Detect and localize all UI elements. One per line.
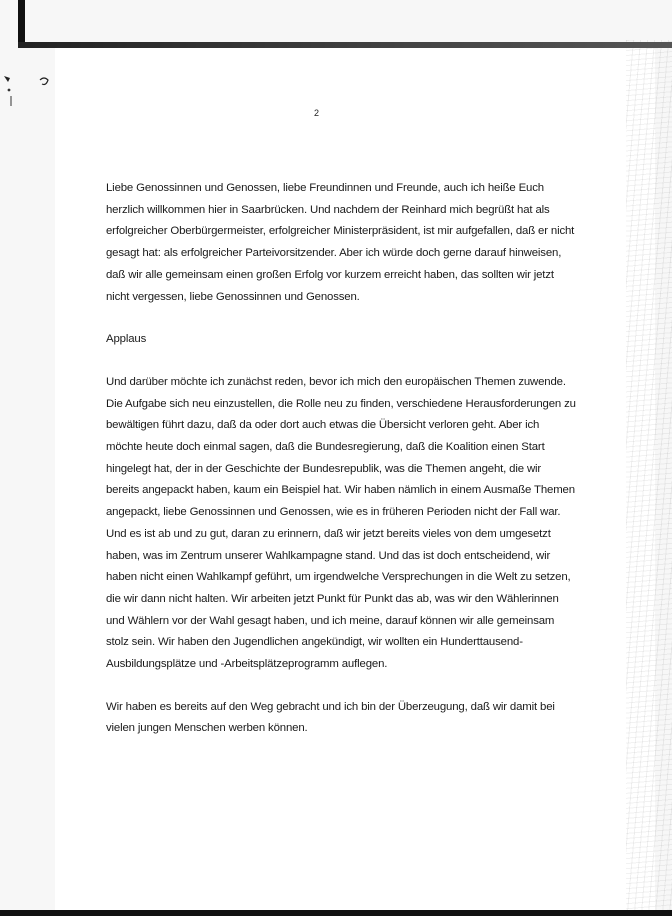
- scan-edge-top: [18, 42, 672, 48]
- scan-specks: [0, 50, 60, 110]
- paragraph-closing: Wir haben es bereits auf den Weg gebracht und ich bin der Überzeugung, daß wir damit bei vielen jungen Menschen werben können.: [106, 700, 555, 735]
- scan-edge-left: [18, 0, 25, 48]
- scan-edge-bottom: [0, 910, 672, 916]
- paragraph-achievements: Und darüber möchte ich zunächst reden, bevor ich mich den europäischen Themen zuwende. Die Aufgabe sich neu einzustellen, die Rolle neu zu finden, verschiedene Herausforderungen zu bewältigen führt dazu, daß da oder dort auch etwas die Übersicht verloren geht. Aber ich möchte heute doch einmal sagen, daß die Bundesregierung, daß die Koalition einen Start hingelegt hat, der in der Geschichte der Bundesrepublik, was die Themen angeht, die wir bereits angepackt haben, kaum ein Beispiel hat. Wir haben nämlich in einem Ausmaße Themen angepackt, liebe Genossinnen und Genossen, wie es in früheren Perioden nicht der Fall war. Und es ist ab und zu gut, daran zu erinnern, daß wir jetzt bereits vieles von dem umgesetzt haben, was im Zentrum unserer Wahlkampagne stand. Und das ist doch entscheidend, wir haben nicht einen Wahlkampf geführt, um irgendwelche Versprechungen in die Welt zu setzen, die wir dann nicht halten. Wir arbeiten jetzt Punkt für Punkt das ab, was wir den Wählerinnen und Wählern vor der Wahl gesagt haben, und ich meine, darauf können wir alle gemeinsam stolz sein. Wir haben den Jugendlichen angekündigt, wir wollten ein Hunderttausend-Ausbildungsplätze und -Arbeitsplätzeprogramm auflegen.: [106, 375, 576, 671]
- scan-noise-edge: [626, 40, 672, 910]
- paragraph-applause: Applaus: [106, 333, 147, 346]
- page-number: 2: [314, 108, 320, 118]
- document-body: [106, 178, 576, 740]
- paragraph-greeting: Liebe Genossinnen und Genossen, liebe Freundinnen und Freunde, auch ich heiße Euch herzlich willkommen hier in Saarbrücken. Und nachdem der Reinhard mich begrüßt hat als erfolgreicher Oberbürgermeister, erfolgreicher Ministerpräsident, ist mir aufgefallen, daß er nicht gesagt hat: als erfolgreicher Parteivorsitzender. Aber ich würde doch gerne darauf hinweisen, daß wir alle gemeinsam einen großen Erfolg vor kurzem erreicht haben, das sollten wir jetzt nicht vergessen, liebe Genossinnen und Genossen.: [106, 182, 575, 303]
